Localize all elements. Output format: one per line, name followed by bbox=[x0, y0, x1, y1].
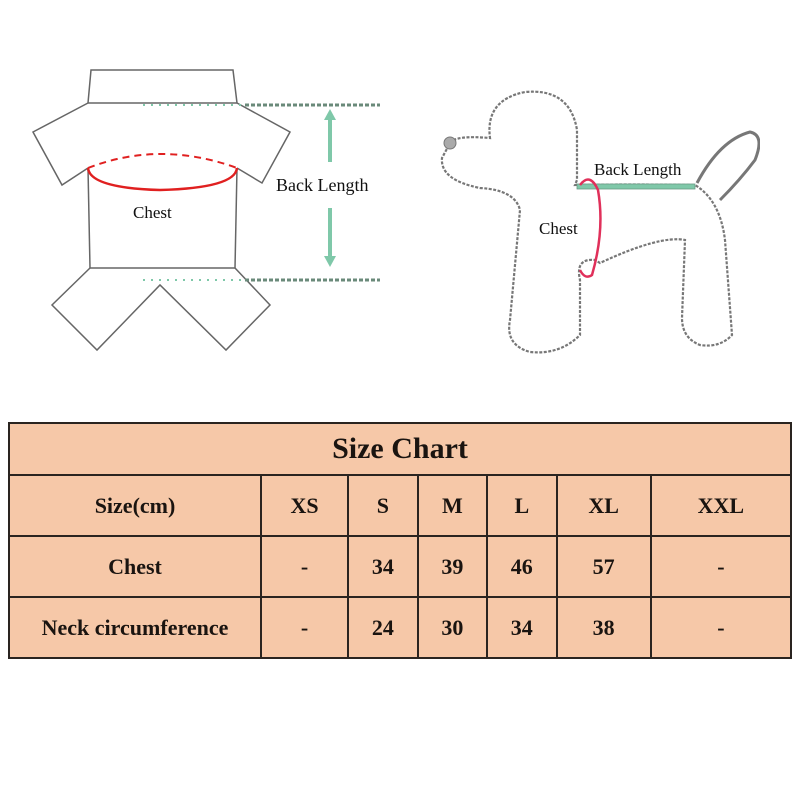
cell-value: 24 bbox=[348, 597, 417, 658]
header-size-label: Size(cm) bbox=[9, 475, 261, 536]
table-row-neck bbox=[9, 597, 791, 658]
dog-chest-label: Chest bbox=[539, 219, 578, 238]
header-size-s: S bbox=[348, 475, 417, 536]
garment-diagram bbox=[0, 50, 400, 370]
dog-outline-icon bbox=[420, 80, 760, 370]
garment-back-length-label: Back Length bbox=[276, 175, 369, 195]
dog-diagram bbox=[420, 80, 760, 370]
row-label: Neck circumference bbox=[9, 597, 261, 658]
cell-value: 38 bbox=[557, 597, 651, 658]
size-chart-table bbox=[8, 422, 792, 659]
cell-value: - bbox=[261, 536, 348, 597]
header-size-xs: XS bbox=[261, 475, 348, 536]
cell-value: 39 bbox=[418, 536, 487, 597]
header-size-xxl: XXL bbox=[651, 475, 791, 536]
cell-value: 30 bbox=[418, 597, 487, 658]
header-size-l: L bbox=[487, 475, 556, 536]
dog-back-length-label: Back Length bbox=[594, 160, 682, 179]
cell-value: - bbox=[261, 597, 348, 658]
cell-value: 34 bbox=[487, 597, 556, 658]
header-size-m: M bbox=[418, 475, 487, 536]
row-label: Chest bbox=[9, 536, 261, 597]
garment-chest-label: Chest bbox=[133, 203, 172, 222]
header-size-xl: XL bbox=[557, 475, 651, 536]
table-row-chest bbox=[9, 536, 791, 597]
cell-value: - bbox=[651, 536, 791, 597]
cell-value: 46 bbox=[487, 536, 556, 597]
garment-outline-icon bbox=[0, 50, 400, 370]
cell-value: 57 bbox=[557, 536, 651, 597]
size-chart-title: Size Chart bbox=[9, 423, 791, 475]
header-row bbox=[9, 475, 791, 536]
cell-value: 34 bbox=[348, 536, 417, 597]
cell-value: - bbox=[651, 597, 791, 658]
